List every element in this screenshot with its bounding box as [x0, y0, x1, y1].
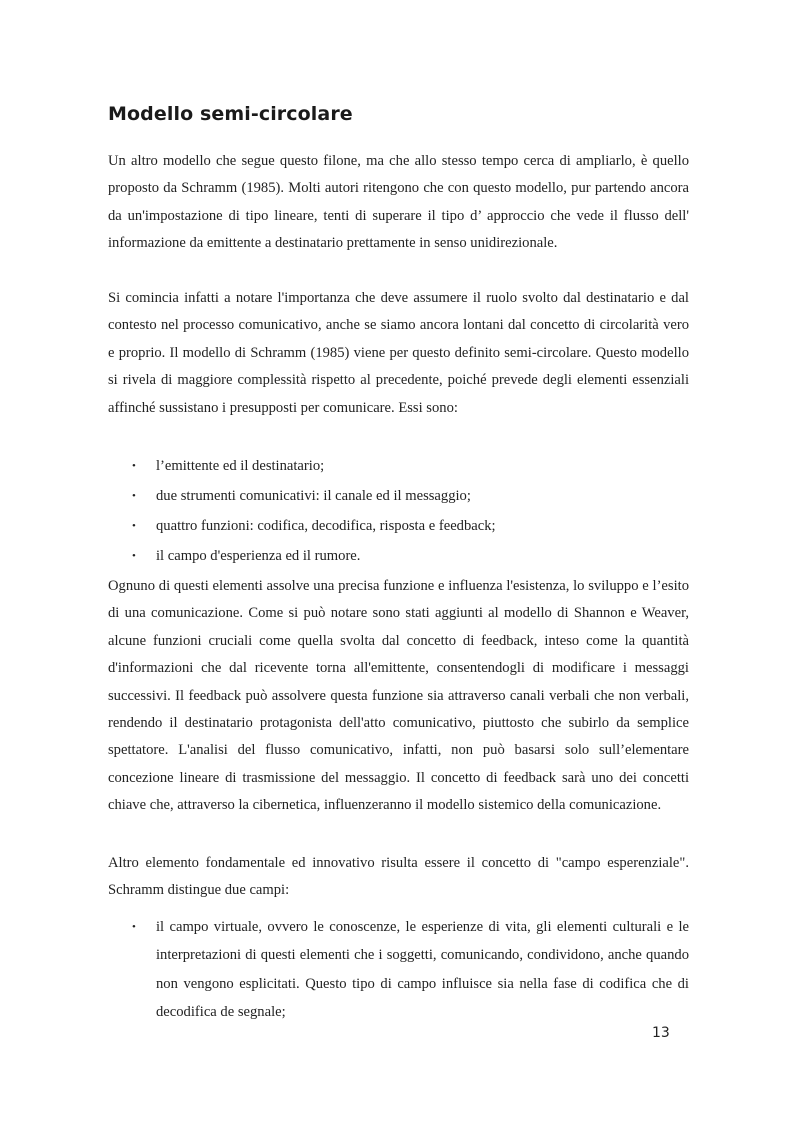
list-item-text: quattro funzioni: codifica, decodifica, risposta e feedback;	[156, 518, 496, 534]
list-item-text: l’emittente ed il destinatario;	[156, 458, 325, 474]
page-number: 13	[652, 1025, 670, 1041]
paragraph-destinatario-context: Si comincia infatti a notare l'importanza che deve assumere il ruolo svolto dal destinatario e dal contesto nel processo comunicativo, anche se siamo ancora lontani dal concetto di circolarità vero e proprio. Il modello di Schramm (1985) viene per questo definito semi-circolare. Questo modello si rivela di maggiore complessità rispetto al precedente, poiché prevede degli elementi essenziali affinché sussistano i presupposti per comunicare. Essi sono:	[108, 290, 689, 416]
bullet-icon: •	[132, 921, 136, 933]
experience-fields-list	[108, 913, 689, 1027]
list-item-text: il campo virtuale, ovvero le conoscenze, le esperienze di vita, gli elementi culturali e le interpretazioni di questi elementi che i soggetti, comunicando, condividono, anche quando non vengono esplicitati. Questo tipo di campo influisce sia nella fase di codifica che di decodifica de segnale;	[156, 919, 689, 1021]
list-item	[108, 913, 689, 1027]
paragraph-feedback: Ognuno di questi elementi assolve una precisa funzione e influenza l'esistenza, lo sviluppo e l’esito di una comunicazione. Come si può notare sono stati aggiunti al modello di Shannon e Weaver, alcune funzioni cruciali come quella svolta dal concetto di feedback, inteso come la quantità d'informazioni che dal ricevente torna all'emittente, consentendogli di modificare i messaggi successivi. Il feedback può assolvere questa funzione sia attraverso canali verbali che non verbali, rendendo il destinatario protagonista dell'atto comunicativo, piuttosto che subirlo da semplice spettatore. L'analisi del flusso comunicativo, infatti, non può basarsi solo sull’elementare concezione lineare di trasmissione del messaggio. Il concetto di feedback sarà uno dei concetti chiave che, attraverso la cibernetica, influenzeranno il modello sistemico della comunicazione.	[108, 578, 689, 814]
bullet-icon: •	[132, 550, 136, 562]
list-item	[108, 481, 689, 511]
list-item	[108, 451, 689, 481]
paragraph-schramm-intro: Un altro modello che segue questo filone, ma che allo stesso tempo cerca di ampliarlo, è quello proposto da Schramm (1985). Molti autori ritengono che con questo modello, pur partendo ancora da un'impostazione di tipo lineare, tenti di superare il tipo d’ approccio che vede il flusso dell' informazione da emittente a destinatario prettamente in senso unidirezionale.	[108, 153, 689, 252]
list-item	[108, 511, 689, 541]
essential-elements-list	[108, 451, 689, 571]
bullet-icon: •	[132, 520, 136, 532]
bullet-icon: •	[132, 460, 136, 472]
list-item	[108, 541, 689, 571]
list-item-text: due strumenti comunicativi: il canale ed il messaggio;	[156, 488, 471, 504]
bullet-icon: •	[132, 490, 136, 502]
paragraph-campo-esperenziale: Altro elemento fondamentale ed innovativo risulta essere il concetto di "campo esperenziale". Schramm distingue due campi:	[108, 855, 689, 899]
list-item-text: il campo d'esperienza ed il rumore.	[156, 548, 361, 564]
section-heading: Modello semi-circolare	[108, 103, 353, 125]
